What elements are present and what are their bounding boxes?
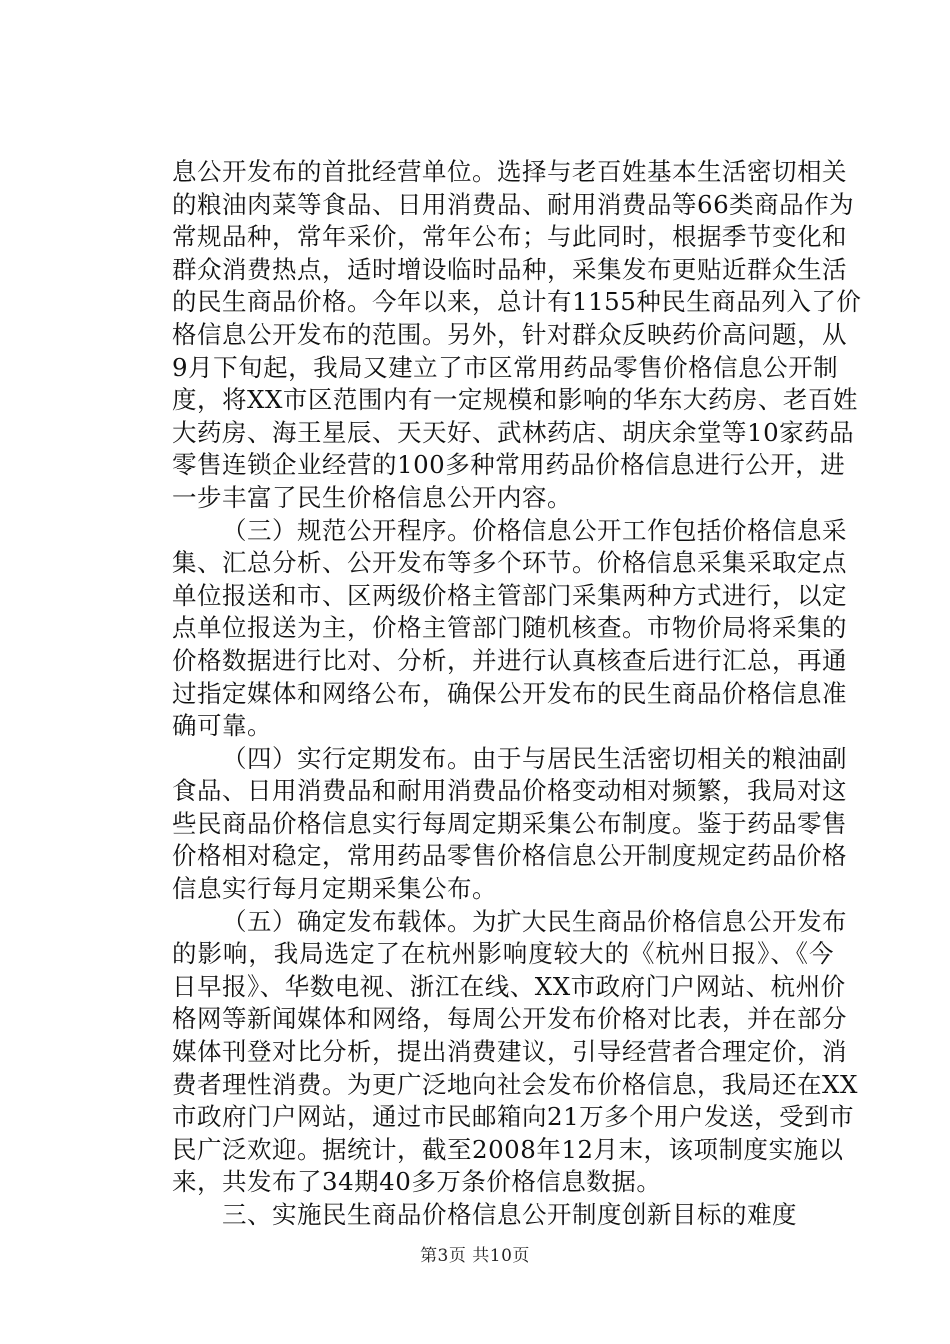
text-line: （四）实行定期发布。由于与居民生活密切相关的粮油副 [222,743,847,773]
text-line: 的影响，我局选定了在杭州影响度较大的《杭州日报》、《今 [172,939,834,969]
text-line: 息公开发布的首批经营单位。选择与老百姓基本生活密切相关 [172,157,847,186]
text-line: 一步丰富了民生价格信息公开内容。 [172,482,572,512]
text-line: 价格数据进行比对、分析，并进行认真核查后进行汇总，再通 [172,645,847,675]
text-line: 价格相对稳定，常用药品零售价格信息公开制度规定药品价格 [172,841,847,871]
text-line: 单位报送和市、区两级价格主管部门采集两种方式进行，以定 [172,580,847,610]
text-line: 民广泛欢迎。据统计，截至2008年12月末，该项制度实施以 [172,1134,844,1164]
text-line: 大药房、海王星辰、天天好、武林药店、胡庆余堂等10家药品 [172,417,855,447]
text-line: 常规品种，常年采价，常年公布；与此同时，根据季节变化和 [172,222,847,252]
text-line: 格信息公开发布的范围。另外，针对群众反映药价高问题，从 [172,319,847,349]
text-line: 些民商品价格信息实行每周定期采集公布制度。鉴于药品零售 [172,808,847,838]
text-line: 零售连锁企业经营的100多种常用药品价格信息进行公开，进 [172,450,846,480]
text-line: 度，将XX市区范围内有一定规模和影响的华东大药房、老百姓 [172,385,858,415]
page-footer: 第3页 共10页 [420,1246,530,1266]
text-line: 的粮油肉菜等食品、日用消费品、耐用消费品等66类商品作为 [172,189,855,219]
text-line: 日早报》、华数电视、浙江在线、XX市政府门户网站、杭州价 [172,971,846,1001]
text-line: 集、汇总分析、公开发布等多个环节。价格信息采集采取定点 [172,548,847,578]
text-line: （三）规范公开程序。价格信息公开工作包括价格信息采 [222,515,847,545]
text-line: 费者理性消费。为更广泛地向社会发布价格信息，我局还在XX [172,1069,858,1099]
text-line: 群众消费热点，适时增设临时品种，采集发布更贴近群众生活 [172,254,847,284]
text-line: 确可靠。 [172,711,272,741]
text-line: （五）确定发布载体。为扩大民生商品价格信息公开发布 [222,906,847,936]
text-line: 格网等新闻媒体和网络，每周公开发布价格对比表，并在部分 [172,1004,847,1034]
text-line: 来，共发布了34期40多万条价格信息数据。 [172,1167,662,1197]
text-line: 市政府门户网站，通过市民邮箱向21万多个用户发送，受到市 [172,1102,855,1132]
text-line: 9月下旬起，我局又建立了市区常用药品零售价格信息公开制 [172,352,839,382]
text-line: 食品、日用消费品和耐用消费品价格变动相对频繁，我局对这 [172,776,847,806]
text-line: 的民生商品价格。今年以来，总计有1155种民生商品列入了价 [172,287,862,317]
text-line: 媒体刊登对比分析，提出消费建议，引导经营者合理定价，消 [172,1037,847,1067]
text-line: 过指定媒体和网络公布，确保公开发布的民生商品价格信息准 [172,678,847,708]
text-line: 点单位报送为主，价格主管部门随机核查。市物价局将采集的 [172,613,847,643]
text-line: 信息实行每月定期采集公布。 [172,874,497,904]
document-body [172,156,862,1232]
text-line: 三、实施民生商品价格信息公开制度创新目标的难度 [222,1200,797,1229]
